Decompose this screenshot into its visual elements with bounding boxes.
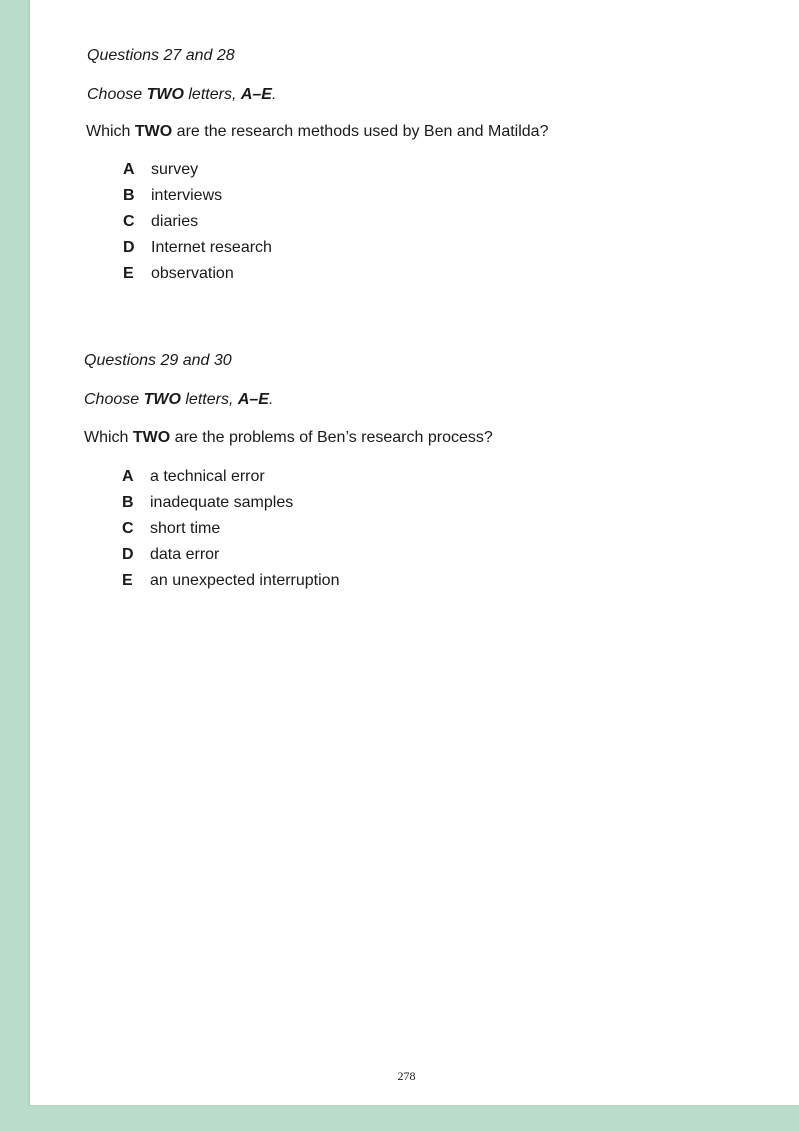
option-letter: B [123, 187, 135, 204]
option-item [123, 157, 272, 183]
question-prompt: Which TWO are the problems of Ben’s research process? [84, 429, 493, 446]
option-text: data error [150, 546, 220, 563]
option-list [123, 157, 272, 287]
option-letter: D [122, 546, 134, 563]
option-item [123, 261, 272, 287]
option-text: diaries [151, 213, 199, 230]
option-letter: C [123, 213, 135, 230]
option-item [122, 568, 339, 594]
option-text: inadequate samples [150, 494, 294, 511]
option-letter: C [122, 520, 134, 537]
option-text: Internet research [151, 239, 272, 256]
option-letter: A [122, 468, 134, 485]
page-number: 278 [397, 1069, 416, 1083]
option-item [123, 183, 272, 209]
option-letter: E [123, 265, 134, 282]
section-heading: Questions 29 and 30 [84, 352, 232, 369]
option-letter: E [122, 572, 133, 589]
option-item [122, 516, 339, 542]
section-heading: Questions 27 and 28 [87, 47, 235, 64]
option-item [122, 542, 339, 568]
option-text: observation [151, 265, 234, 282]
option-item [123, 209, 272, 235]
option-text: survey [151, 161, 199, 178]
option-letter: A [123, 161, 135, 178]
option-item [122, 490, 339, 516]
option-text: short time [150, 520, 221, 537]
option-item [123, 235, 272, 261]
option-text: interviews [151, 187, 223, 204]
document-page [30, 0, 799, 1105]
option-text: an unexpected interruption [150, 572, 340, 589]
question-prompt: Which TWO are the research methods used by Ben and Matilda? [86, 123, 549, 140]
option-item [122, 464, 339, 490]
option-letter: B [122, 494, 134, 511]
option-list [122, 464, 339, 594]
option-text: a technical error [150, 468, 265, 485]
section-instruction: Choose TWO letters, A–E. [84, 391, 274, 408]
section-instruction: Choose TWO letters, A–E. [87, 86, 277, 103]
option-letter: D [123, 239, 135, 256]
